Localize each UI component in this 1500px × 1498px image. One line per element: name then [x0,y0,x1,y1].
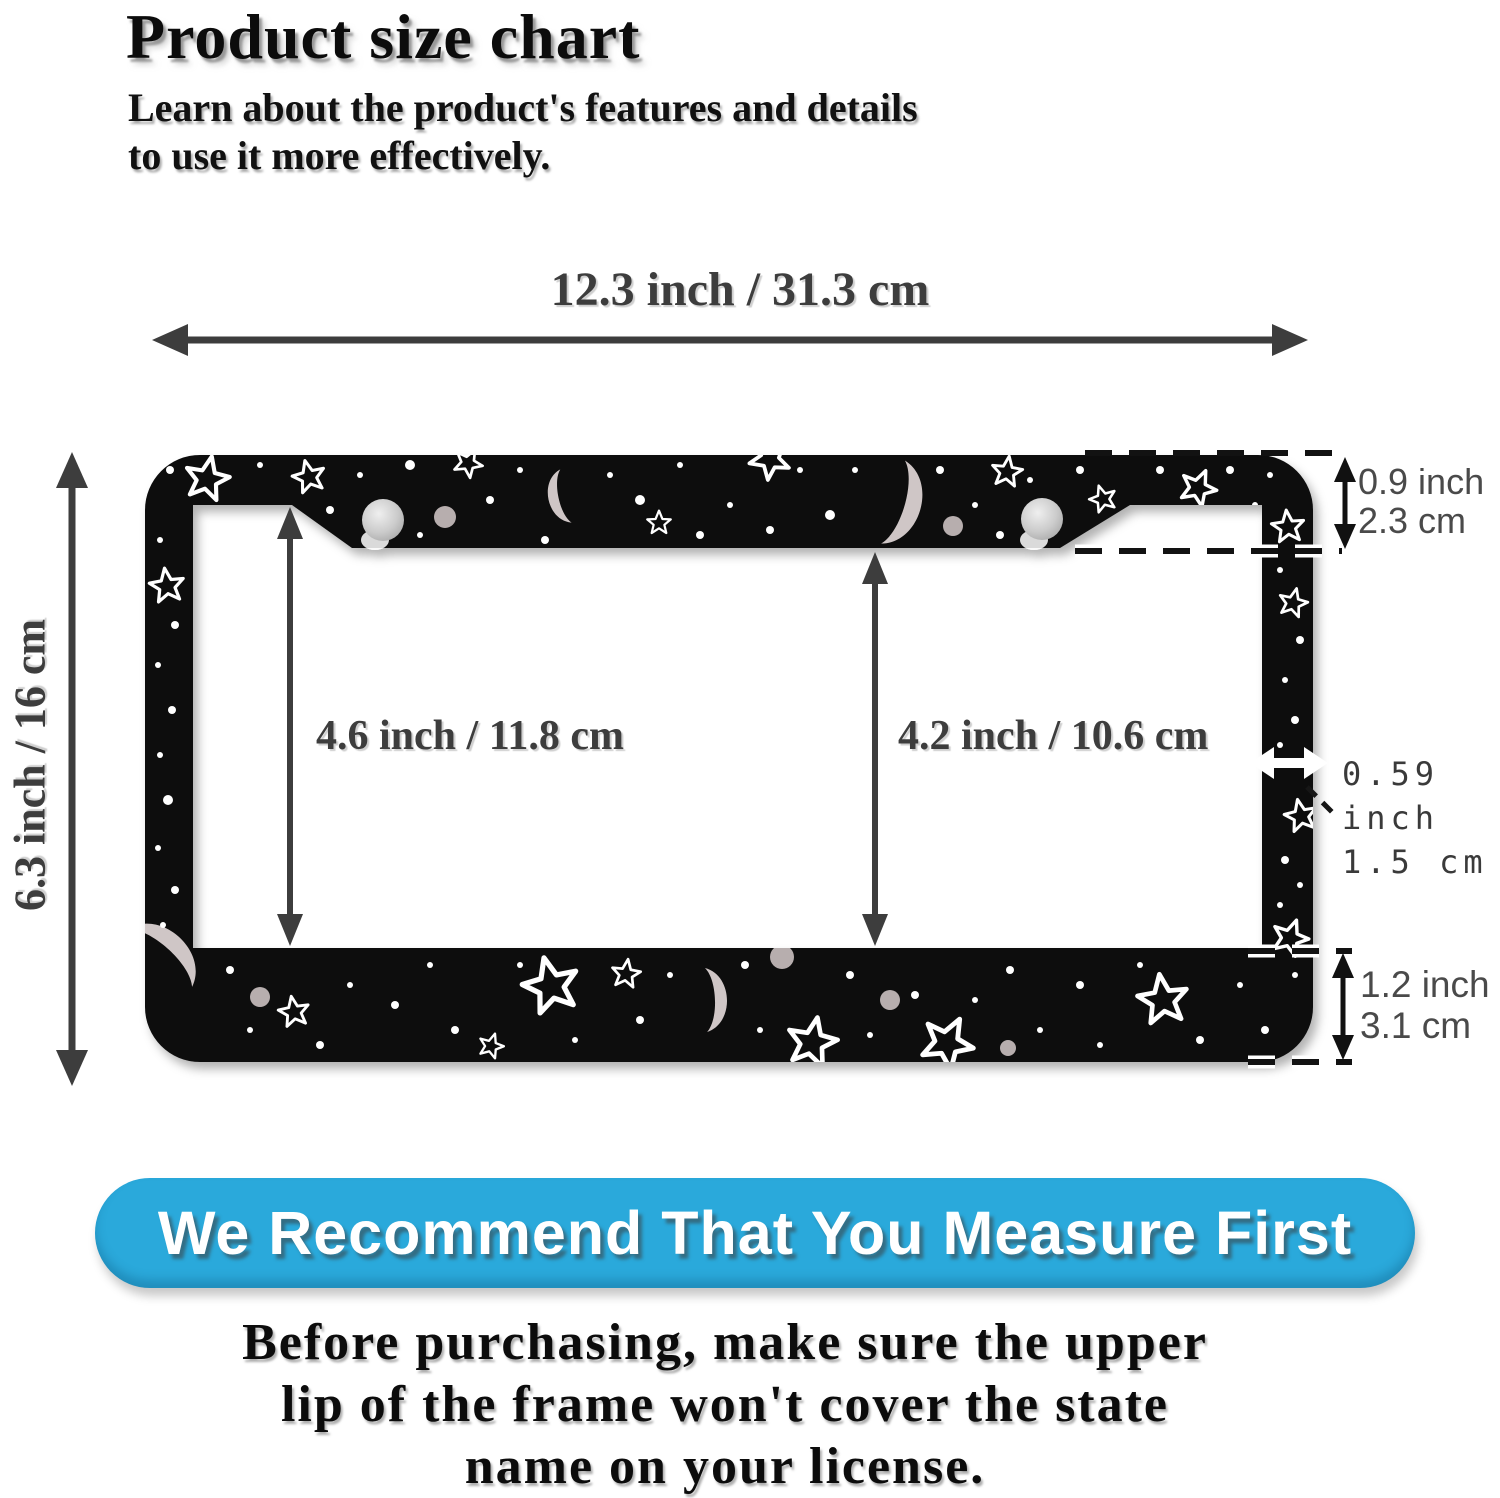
subtitle-line-2: to use it more effectively. [128,133,551,178]
footer-line-1: Before purchasing, make sure the upper [242,1314,1208,1371]
footer-note [115,1312,1335,1498]
side-width-label [1342,752,1500,884]
total-width-label: 12.3 inch / 31.3 cm [550,263,930,316]
screw-hole-left [362,499,404,541]
bottom-lip-cm: 3.1 cm [1360,1005,1472,1046]
top-lip-cm: 2.3 cm [1358,500,1467,541]
bottom-lip-arrow [1332,953,1354,1060]
banner-text: We Recommend That You Measure First [157,1199,1353,1267]
left-opening-label: 4.6 inch / 11.8 cm [316,713,625,759]
recommendation-banner [95,1178,1415,1288]
total-height-arrow [56,452,88,1086]
right-opening-label: 4.2 inch / 10.6 cm [898,713,1209,759]
bottom-lip-inch: 1.2 inch [1360,964,1490,1005]
total-height-label: 6.3 inch / 16 cm [5,618,55,912]
bottom-lip-label [1360,964,1490,1046]
screw-hole-right [1021,498,1063,540]
top-lip-label [1358,462,1484,540]
right-opening-arrow [862,552,888,946]
total-width-arrow [152,324,1308,356]
side-width-cm: 1.5 cm [1342,843,1488,881]
left-opening-arrow [277,507,303,946]
side-width-inch: 0.59 inch [1342,755,1440,837]
page-title: Product size chart [126,1,641,72]
footer-line-3: name on your license. [464,1438,986,1495]
footer-line-2: lip of the frame won't cover the state [280,1376,1170,1433]
top-lip-arrow [1334,457,1356,549]
top-lip-inch: 0.9 inch [1358,461,1485,502]
subtitle-line-1: Learn about the product's features and details [128,85,918,130]
